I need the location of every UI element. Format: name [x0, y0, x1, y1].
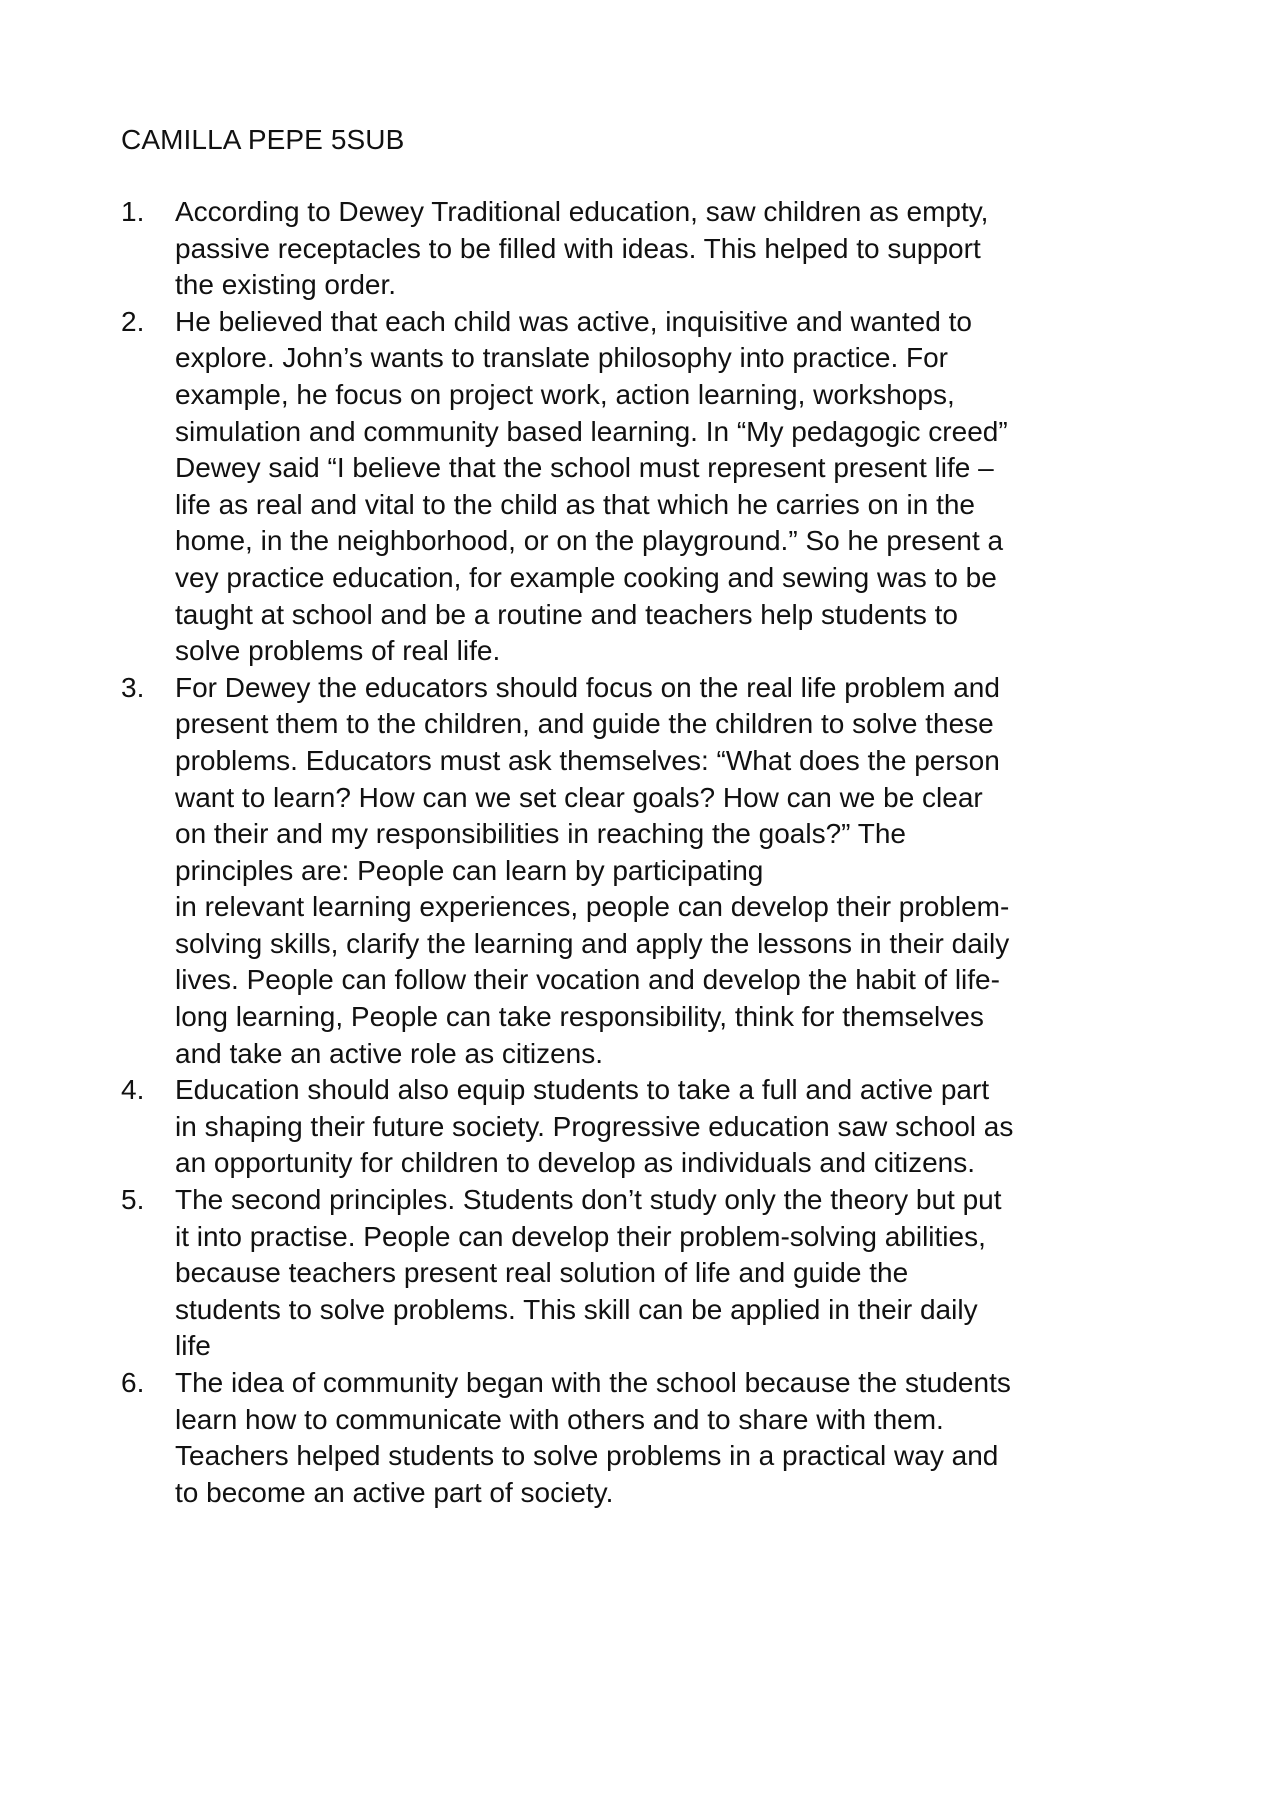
text-line: life — [175, 1330, 211, 1362]
answer-item — [121, 1072, 1171, 1182]
text-line: because teachers present real solution of life and guide the — [175, 1257, 909, 1289]
answer-text — [175, 1072, 1171, 1182]
text-line: students to solve problems. This skill can be applied in their daily — [175, 1293, 978, 1325]
answer-text — [175, 194, 1171, 304]
text-line: The idea of community began with the school because the students — [175, 1367, 1011, 1398]
answer-text — [175, 304, 1171, 670]
text-line: solving skills, clarify the learning and apply the lessons in their daily — [175, 927, 1010, 959]
answer-list — [121, 194, 1171, 1511]
text-line: Education should also equip students to take a full and active part — [175, 1074, 990, 1106]
text-line: to become an active part of society. — [175, 1476, 614, 1508]
text-line: in shaping their future society. Progressive education saw school as — [175, 1110, 1014, 1142]
text-line: Teachers helped students to solve problems in a practical way and — [175, 1440, 999, 1472]
text-line: home, in the neighborhood, or on the playground.” So he present a — [175, 525, 1004, 557]
answer-text — [175, 1182, 1171, 1365]
text-line: solve problems of real life. — [175, 635, 501, 667]
text-line: simulation and community based learning. In “My pedagogic creed” — [175, 415, 1008, 447]
answer-number: 6. — [121, 1367, 145, 1398]
text-line: According to Dewey Traditional education, saw children as empty, — [175, 196, 989, 227]
text-line: taught at school and be a routine and teachers help students to — [175, 598, 959, 630]
text-line: principles are: People can learn by participating — [175, 854, 764, 886]
text-line: want to learn? How can we set clear goals? How can we be clear — [175, 781, 983, 813]
text-line: life as real and vital to the child as that which he carries on in the — [175, 488, 975, 520]
answer-item — [121, 670, 1171, 1073]
text-line: learn how to communicate with others and to share with them. — [175, 1403, 944, 1435]
text-line: and take an active role as citizens. — [175, 1037, 604, 1069]
text-line: the existing order. — [175, 269, 397, 301]
answer-number: 2. — [121, 305, 145, 337]
answer-text — [175, 1365, 1171, 1511]
text-line: For Dewey the educators should focus on the real life problem and — [175, 671, 1000, 703]
text-line: an opportunity for children to develop as individuals and citizens. — [175, 1147, 976, 1179]
text-line: explore. John’s wants to translate philosophy into practice. For — [175, 342, 949, 374]
text-line: long learning, People can take responsibility, think for themselves — [175, 1001, 984, 1033]
text-line: in relevant learning experiences, people can develop their problem- — [175, 891, 1010, 923]
answer-number: 1. — [121, 196, 145, 227]
answer-item — [121, 194, 1171, 304]
text-line: Dewey said “I believe that the school must represent present life – — [175, 452, 994, 484]
text-line: it into practise. People can develop their problem-solving abilities, — [175, 1220, 986, 1252]
text-line: example, he focus on project work, action learning, workshops, — [175, 378, 955, 410]
answer-number: 3. — [121, 671, 145, 703]
text-line: vey practice education, for example cooking and sewing was to be — [175, 561, 997, 593]
text-line: He believed that each child was active, inquisitive and wanted to — [175, 305, 972, 337]
document-header: CAMILLA PEPE 5SUB — [121, 124, 405, 155]
answer-item — [121, 1365, 1171, 1511]
answer-number: 5. — [121, 1184, 145, 1216]
text-line: passive receptacles to be filled with ideas. This helped to support — [175, 232, 981, 264]
text-line: problems. Educators must ask themselves: “What does the person — [175, 744, 1000, 776]
text-line: on their and my responsibilities in reaching the goals?” The — [175, 818, 907, 850]
answer-item — [121, 304, 1171, 670]
answer-item — [121, 1182, 1171, 1365]
answer-number: 4. — [121, 1074, 145, 1106]
text-line: lives. People can follow their vocation and develop the habit of life- — [175, 964, 1000, 996]
text-line: present them to the children, and guide the children to solve these — [175, 708, 994, 740]
text-line: The second principles. Students don’t study only the theory but put — [175, 1184, 1002, 1216]
answer-text — [175, 670, 1171, 1073]
